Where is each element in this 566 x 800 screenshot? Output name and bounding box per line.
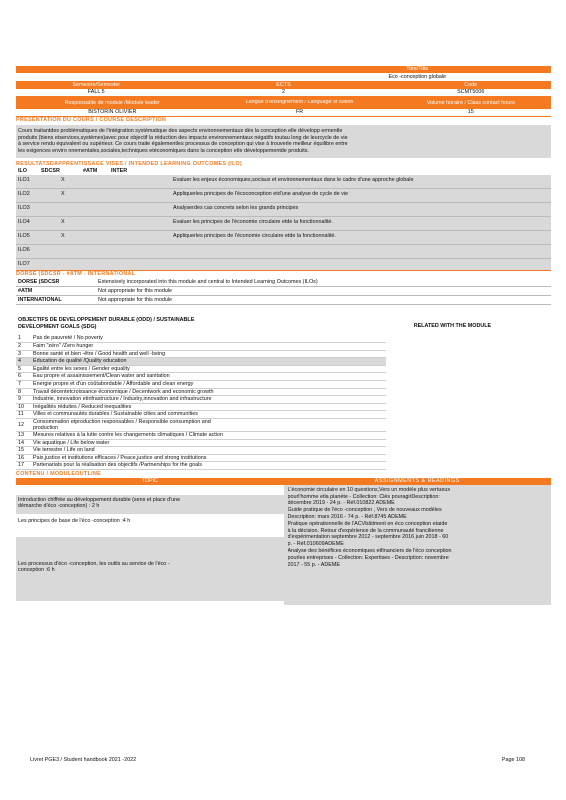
outcome-sdcsr: X xyxy=(61,191,65,198)
topics-column xyxy=(16,485,284,605)
sdg-number: 1 xyxy=(18,335,21,342)
sdg-goal-text xyxy=(31,432,386,439)
sdg-number: 2 xyxy=(18,342,21,349)
sdg-goal-text xyxy=(31,381,386,388)
sdg-number: 11 xyxy=(18,411,24,418)
sdg-goal-line: Vie aquatique / Life below water xyxy=(33,439,110,446)
outcome-sdcsr: X xyxy=(61,219,65,226)
sdg-goal-line: Paix,justice et institutions efficaces / Peace,justice and strong institutions xyxy=(33,454,207,461)
sdg-goal-text xyxy=(31,396,386,403)
sdg-goal-text xyxy=(31,335,386,342)
sdg-row xyxy=(16,440,386,448)
content-header-row xyxy=(16,478,551,485)
outcome-sdcsr xyxy=(39,245,139,258)
outcome-row xyxy=(16,231,551,245)
outcome-ilo: ILO2 xyxy=(18,191,30,198)
sdg-goal-line: Energie propre et d'un coûtabordable / Affordable and clean energy xyxy=(33,380,194,387)
outcome-text xyxy=(139,259,551,270)
sdg-row xyxy=(16,396,386,404)
sdg-header xyxy=(16,317,551,335)
outcome-ilo: ILO4 xyxy=(18,219,30,226)
sdg-goal-text xyxy=(31,343,386,350)
topic-line: conception :6 h xyxy=(18,567,55,574)
outcome-ilo: ILO3 xyxy=(18,205,30,212)
sdg-number: 4 xyxy=(18,358,21,365)
outcome-text: Evaluer les principes de l'économie circulaire etde la fonctionnalité. xyxy=(173,219,333,226)
sdg-goal-text xyxy=(31,447,386,454)
sdg-number: 6 xyxy=(18,373,21,380)
reading-line: Analyse des bénéfices économiques etfinanciers de l'éco conception xyxy=(287,548,452,555)
reading-line: pourl'homme etla planète - Collection: Clés pouragirDescription: xyxy=(287,493,440,500)
sdg-goal-line: Faim "zéro" /Zero hunger xyxy=(33,342,94,349)
dorse-text: Not appropriate for this module xyxy=(98,288,173,295)
outcome-text xyxy=(139,245,551,258)
reading-line: à la décision. Retour d'expérience de la communauté francilienne xyxy=(287,527,444,534)
page-footer xyxy=(30,757,525,763)
outcome-text: Appliquerles principes de l'écoconception etd'une analyse de cycle de vie xyxy=(173,191,348,198)
reading-line: L'économie circulaire en 10 questions,Vers un modèle plus vertueux xyxy=(287,486,451,493)
sdg-number: 13 xyxy=(18,431,24,438)
sdg-goal-line: production xyxy=(33,424,59,431)
footer-left: Livret PGE3 / Student handbook 2021 -2022 xyxy=(30,757,137,763)
outcome-ilo: ILO5 xyxy=(18,233,30,240)
sdg-goal-line: Inégalités réduites / Reduced inequalities xyxy=(33,403,132,410)
outcome-row xyxy=(16,217,551,231)
reading-line: 2017 - 55 p. - ADEME xyxy=(287,561,340,568)
reading-line: d'expérimentation septembre 2012 - septembre 2016 juin 2018 - 60 xyxy=(287,534,449,541)
sdg-row xyxy=(16,366,386,374)
outcomes-table xyxy=(16,175,551,270)
dorse-label: INTERNATIONAL xyxy=(18,297,62,304)
reading-line: Pratique opérationnelle de l'ACVbâtiment en éco conception etaide xyxy=(287,520,448,527)
sdg-number: 7 xyxy=(18,380,21,387)
ects-label: ECTS xyxy=(276,82,291,88)
outcomes-header-row xyxy=(16,168,551,175)
topic-line: Les principes de base de l'éco -conception :4 h xyxy=(18,517,131,524)
content-body xyxy=(16,485,551,605)
sdg-table xyxy=(16,335,386,470)
hours-value: 15 xyxy=(467,109,474,115)
sdg-goal-line: Egalité entre les sexes / Gender equality xyxy=(33,365,130,372)
outcome-ilo: ILO1 xyxy=(18,177,30,184)
sdg-row xyxy=(16,419,386,432)
semester-value: FALL 5 xyxy=(87,89,105,95)
sdg-row xyxy=(16,389,386,397)
outcome-row xyxy=(16,175,551,189)
col-atm: #ATM xyxy=(83,168,98,175)
sdg-goal-text xyxy=(31,366,386,373)
topic-item xyxy=(16,537,284,601)
dorse-row xyxy=(16,287,551,296)
code-value: SCMT5006 xyxy=(457,89,485,95)
sdg-row xyxy=(16,447,386,455)
sdg-row xyxy=(16,343,386,351)
reading-line: pourles entreprises - Collection: Expertises - Description: novembre xyxy=(287,554,449,561)
presentation-line: Cours traitantdes problématiques de l'intégration systématique des aspects environnementaux dès la conception elle développ ermentle xyxy=(18,128,343,134)
header-block xyxy=(16,66,551,74)
topic-item xyxy=(16,516,284,526)
sdg-goal-line: Travail décentetcroissance économique / Decentwork and economic growth xyxy=(33,388,214,395)
sdg-goal-line: Villes et communautés durables / Sustainable cities and communities xyxy=(33,411,198,418)
footer-page-number: Page 108 xyxy=(501,757,525,763)
dorse-text: Extensively incorporated into this module and central to Intended Learning Outcomes (ILOs) xyxy=(98,279,318,286)
sdg-heading-line1: OBJECTIFS DE DEVELOPPEMENT DURABLE (ODD) / SUSTAINABLE xyxy=(18,317,195,324)
content-heading: CONTENU / MODULEOUTLINE xyxy=(16,470,102,477)
sdg-number: 5 xyxy=(18,365,21,372)
presentation-line: produits (biens etservices,systèmes)avec pour objectif la réduction des impacts environnementaux négatifs toutau long de leurcycle de vie xyxy=(18,134,348,141)
sdg-goal-line: Vie terrestre / Life on land xyxy=(33,447,95,454)
dorse-text: Not appropriate for this module xyxy=(98,297,173,304)
title-value: Eco -conception globale xyxy=(388,74,447,80)
reading-line: Description: mars 2016 - 74 p. - Réf.8745 ADEME xyxy=(287,514,407,521)
sdg-row xyxy=(16,455,386,463)
title-label: Titre/Title xyxy=(406,66,429,72)
code-label: Code xyxy=(464,82,478,88)
sdg-goal-text xyxy=(31,440,386,447)
outcome-text: Evaluer les enjeux économiques,sociaux et environnementaux dans le cadre d'une approche globale xyxy=(173,177,414,184)
sdg-goal-line: Pas de pauvreté / No poverty xyxy=(33,335,103,342)
sdg-goal-line: Partenariats pour la réalisation des objectifs /Partnerships for the goals xyxy=(33,462,202,469)
sdg-row xyxy=(16,411,386,419)
presentation-body xyxy=(16,125,551,158)
sdg-goal-text xyxy=(31,419,386,431)
sdg-row xyxy=(16,432,386,440)
volume-label: Volume horaire / Class contact hours xyxy=(426,99,515,106)
outcome-row xyxy=(16,245,551,259)
outcome-sdcsr xyxy=(39,203,139,216)
presentation-line: à service rendu équivalent ou supérieur. Ce cours traite égalementles processus de conception qui vise à trouverle meilleur équilibre entre xyxy=(18,141,348,148)
sdg-number: 12 xyxy=(18,421,24,428)
sdg-row xyxy=(16,335,386,343)
assign-label: ASSIGNMENTS & READINGS xyxy=(374,477,460,484)
leader-value: BISTORIN OLIVIER xyxy=(88,109,137,115)
dorse-row xyxy=(16,278,551,287)
sdg-related-label: RELATED WITH THE MODULE xyxy=(413,323,492,330)
sdg-goal-text xyxy=(31,351,386,358)
sdg-row xyxy=(16,351,386,359)
sdg-number: 17 xyxy=(18,462,24,469)
sdg-goal-line: Eau propre et assainissement/Clean water and sanitation xyxy=(33,373,170,380)
dorse-label: DORSE (SDCSR xyxy=(18,279,60,286)
sdg-row xyxy=(16,381,386,389)
outcomes-heading: RESULTATSDAPPRENTISSAGE VISES / INTENDED LEARNING OUTCOMES (ILO) xyxy=(16,161,243,168)
sdg-goal-text xyxy=(31,455,386,462)
sdg-goal-text xyxy=(31,462,386,469)
outcome-sdcsr xyxy=(39,259,139,270)
readings-column xyxy=(284,485,552,605)
topic-line: Introduction chiffrée au développement durable (sens et place d'une xyxy=(18,496,181,503)
sdg-row xyxy=(16,462,386,470)
sdg-goal-line: Bonne santé et bien -être / Good health and well -being xyxy=(33,350,166,357)
col-sdcsr: SDCSR xyxy=(41,168,60,175)
sdg-goal-text xyxy=(31,373,386,380)
col-inter: INTER xyxy=(111,168,128,175)
language-label: Langue d'enseignement / Language of tuition xyxy=(245,99,354,105)
outcome-sdcsr: X xyxy=(61,177,65,184)
dorse-table xyxy=(16,278,551,305)
dorse-heading: DORSE (SDCSR - #ATM - INTERNATIONAL xyxy=(16,270,551,278)
outcome-text: Analyserdes cas concrets selon les grands principes xyxy=(173,205,299,212)
dorse-row xyxy=(16,296,551,305)
sdg-goal-line: Mesures relatives à la lutte contre les changements climatiques / Climate action xyxy=(33,431,223,438)
sdg-goal-text xyxy=(31,358,386,365)
sdg-number: 9 xyxy=(18,396,21,403)
topic-label: TOPIC xyxy=(141,477,158,484)
sdg-number: 8 xyxy=(18,388,21,395)
sdg-heading-line2: DEVELOPMENT GOALS (SDG) xyxy=(18,324,97,331)
sdg-goal-line: Education de qualité /Quality education xyxy=(33,358,127,365)
dorse-label: #ATM xyxy=(18,288,33,295)
reading-line: p. - Réf.010609ADEME xyxy=(287,541,344,548)
responsable-label: Responsable de module /Module leader xyxy=(64,99,160,106)
outcome-ilo: ILO7 xyxy=(18,261,30,268)
sdg-row xyxy=(16,358,386,366)
sdg-goal-text xyxy=(31,404,386,411)
sdg-goal-text xyxy=(31,389,386,396)
sdg-row xyxy=(16,373,386,381)
reading-line: Guide pratique de l'éco -conception , Vers de nouveaux modèles xyxy=(287,507,442,514)
sdg-number: 3 xyxy=(18,350,21,357)
reading-line: décembre 2019 - 24 p. - Réf.010822 ADEME xyxy=(287,500,395,507)
outcome-row xyxy=(16,259,551,270)
sdg-number: 15 xyxy=(18,447,24,454)
language-value: FR xyxy=(295,109,304,115)
sdg-number: 16 xyxy=(18,454,24,461)
semester-label: Semestre/Semester xyxy=(72,82,121,88)
sdg-goal-line: Industrie, innovation etinfrastructure / Industry,innovation and infrastructure xyxy=(33,396,212,403)
course-sheet xyxy=(16,66,551,605)
outcome-ilo: ILO6 xyxy=(18,247,30,254)
sdg-goal-text xyxy=(31,411,386,418)
presentation-line: les exigences enviro nnementales,sociales,techniques etéconomiques dans la conception etle développementde produits. xyxy=(18,147,309,154)
col-ilo: ILO xyxy=(18,168,27,175)
outcome-sdcsr: X xyxy=(61,233,65,240)
sdg-goal-line: Consommation etproduction responsables / Responsible consumption and xyxy=(33,418,211,425)
sdg-number: 10 xyxy=(18,403,24,410)
sdg-row xyxy=(16,404,386,412)
sdg-number: 14 xyxy=(18,439,24,446)
outcome-row xyxy=(16,189,551,203)
topic-line: Les processus d'éco -conception, les outils au service de l'éco - xyxy=(18,560,170,567)
outcome-text: Appliquerles principes de l'économie circulaire etde la fonctionnalité. xyxy=(173,233,336,240)
presentation-heading: PRESENTATION DU COURS / COURSE DESCRIPTION xyxy=(16,116,551,124)
topic-line: démarche d'éco -conception) : 2 h xyxy=(18,503,100,510)
ects-value: 2 xyxy=(282,89,285,95)
outcome-row xyxy=(16,203,551,217)
topic-item xyxy=(16,495,284,514)
